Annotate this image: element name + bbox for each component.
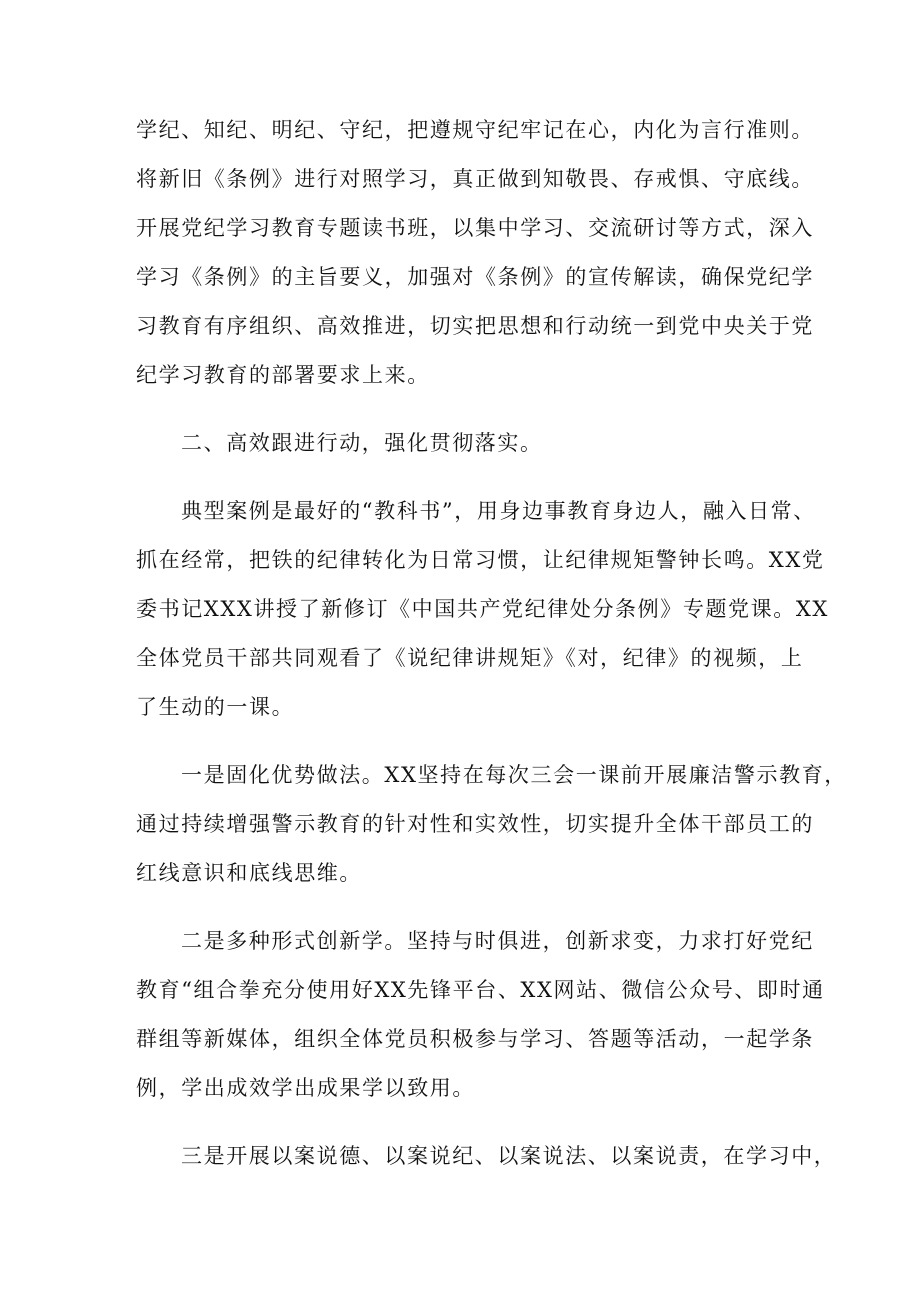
text-line-5: 习教育有序组织、高效推进，切实把思想和行动统一到党中央关于党 (136, 314, 814, 338)
text-line-2: 将新旧《条例》进行对照学习，真正做到知敬畏、存戒惧、守底线。 (136, 167, 814, 191)
text-line-19: 例，学出成效学出成果学以致用。 (136, 1076, 475, 1100)
text-line-17: 教育“组合拳充分使用好XX先锋平台、XX网站、微信公众号、即时通 (136, 978, 825, 1002)
text-line-9: 抓在经常，把铁的纪律转化为日常习惯，让纪律规矩警钟长鸣。XX党 (136, 548, 825, 572)
text-line-1: 学纪、知纪、明纪、守纪，把遵规守纪牢记在心，内化为言行准则。 (136, 118, 814, 142)
text-line-13: 一是固化优势做法。XX坚持在每次三会一课前开展廉洁警示教育， (181, 763, 847, 787)
text-line-6: 纪学习教育的部署要求上来。 (136, 363, 430, 387)
text-line-11: 全体党员干部共同观看了《说纪律讲规矩》《对，纪律》的视频，上 (136, 646, 804, 670)
text-line-16: 二是多种形式创新学。坚持与时俱进，创新求变，力求打好党纪 (181, 929, 814, 953)
text-line-10: 委书记XXX讲授了新修订《中国共产党纪律处分条例》专题党课。XX (136, 597, 829, 621)
text-line-14: 通过持续增强警示教育的针对性和实效性，切实提升全体干部员工的 (136, 812, 814, 836)
text-line-18: 群组等新媒体，组织全体党员积极参与学习、答题等活动，一起学条 (136, 1027, 814, 1051)
text-line-12: 了生动的一课。 (136, 695, 295, 719)
text-line-4: 学习《条例》的主旨要义，加强对《条例》的宣传解读，确保党纪学 (136, 265, 814, 289)
text-line-15: 红线意识和底线思维。 (136, 861, 362, 885)
section-heading: 二、高效跟进行动，强化贯彻落实。 (181, 431, 543, 455)
text-line-8: 典型案例是最好的“教科书”，用身边事教育身边人，融入日常、 (181, 499, 816, 523)
text-line-20: 三是开展以案说德、以案说纪、以案说法、以案说责，在学习中， (181, 1144, 837, 1168)
text-line-3: 开展党纪学习教育专题读书班，以集中学习、交流研讨等方式，深入 (136, 216, 814, 240)
